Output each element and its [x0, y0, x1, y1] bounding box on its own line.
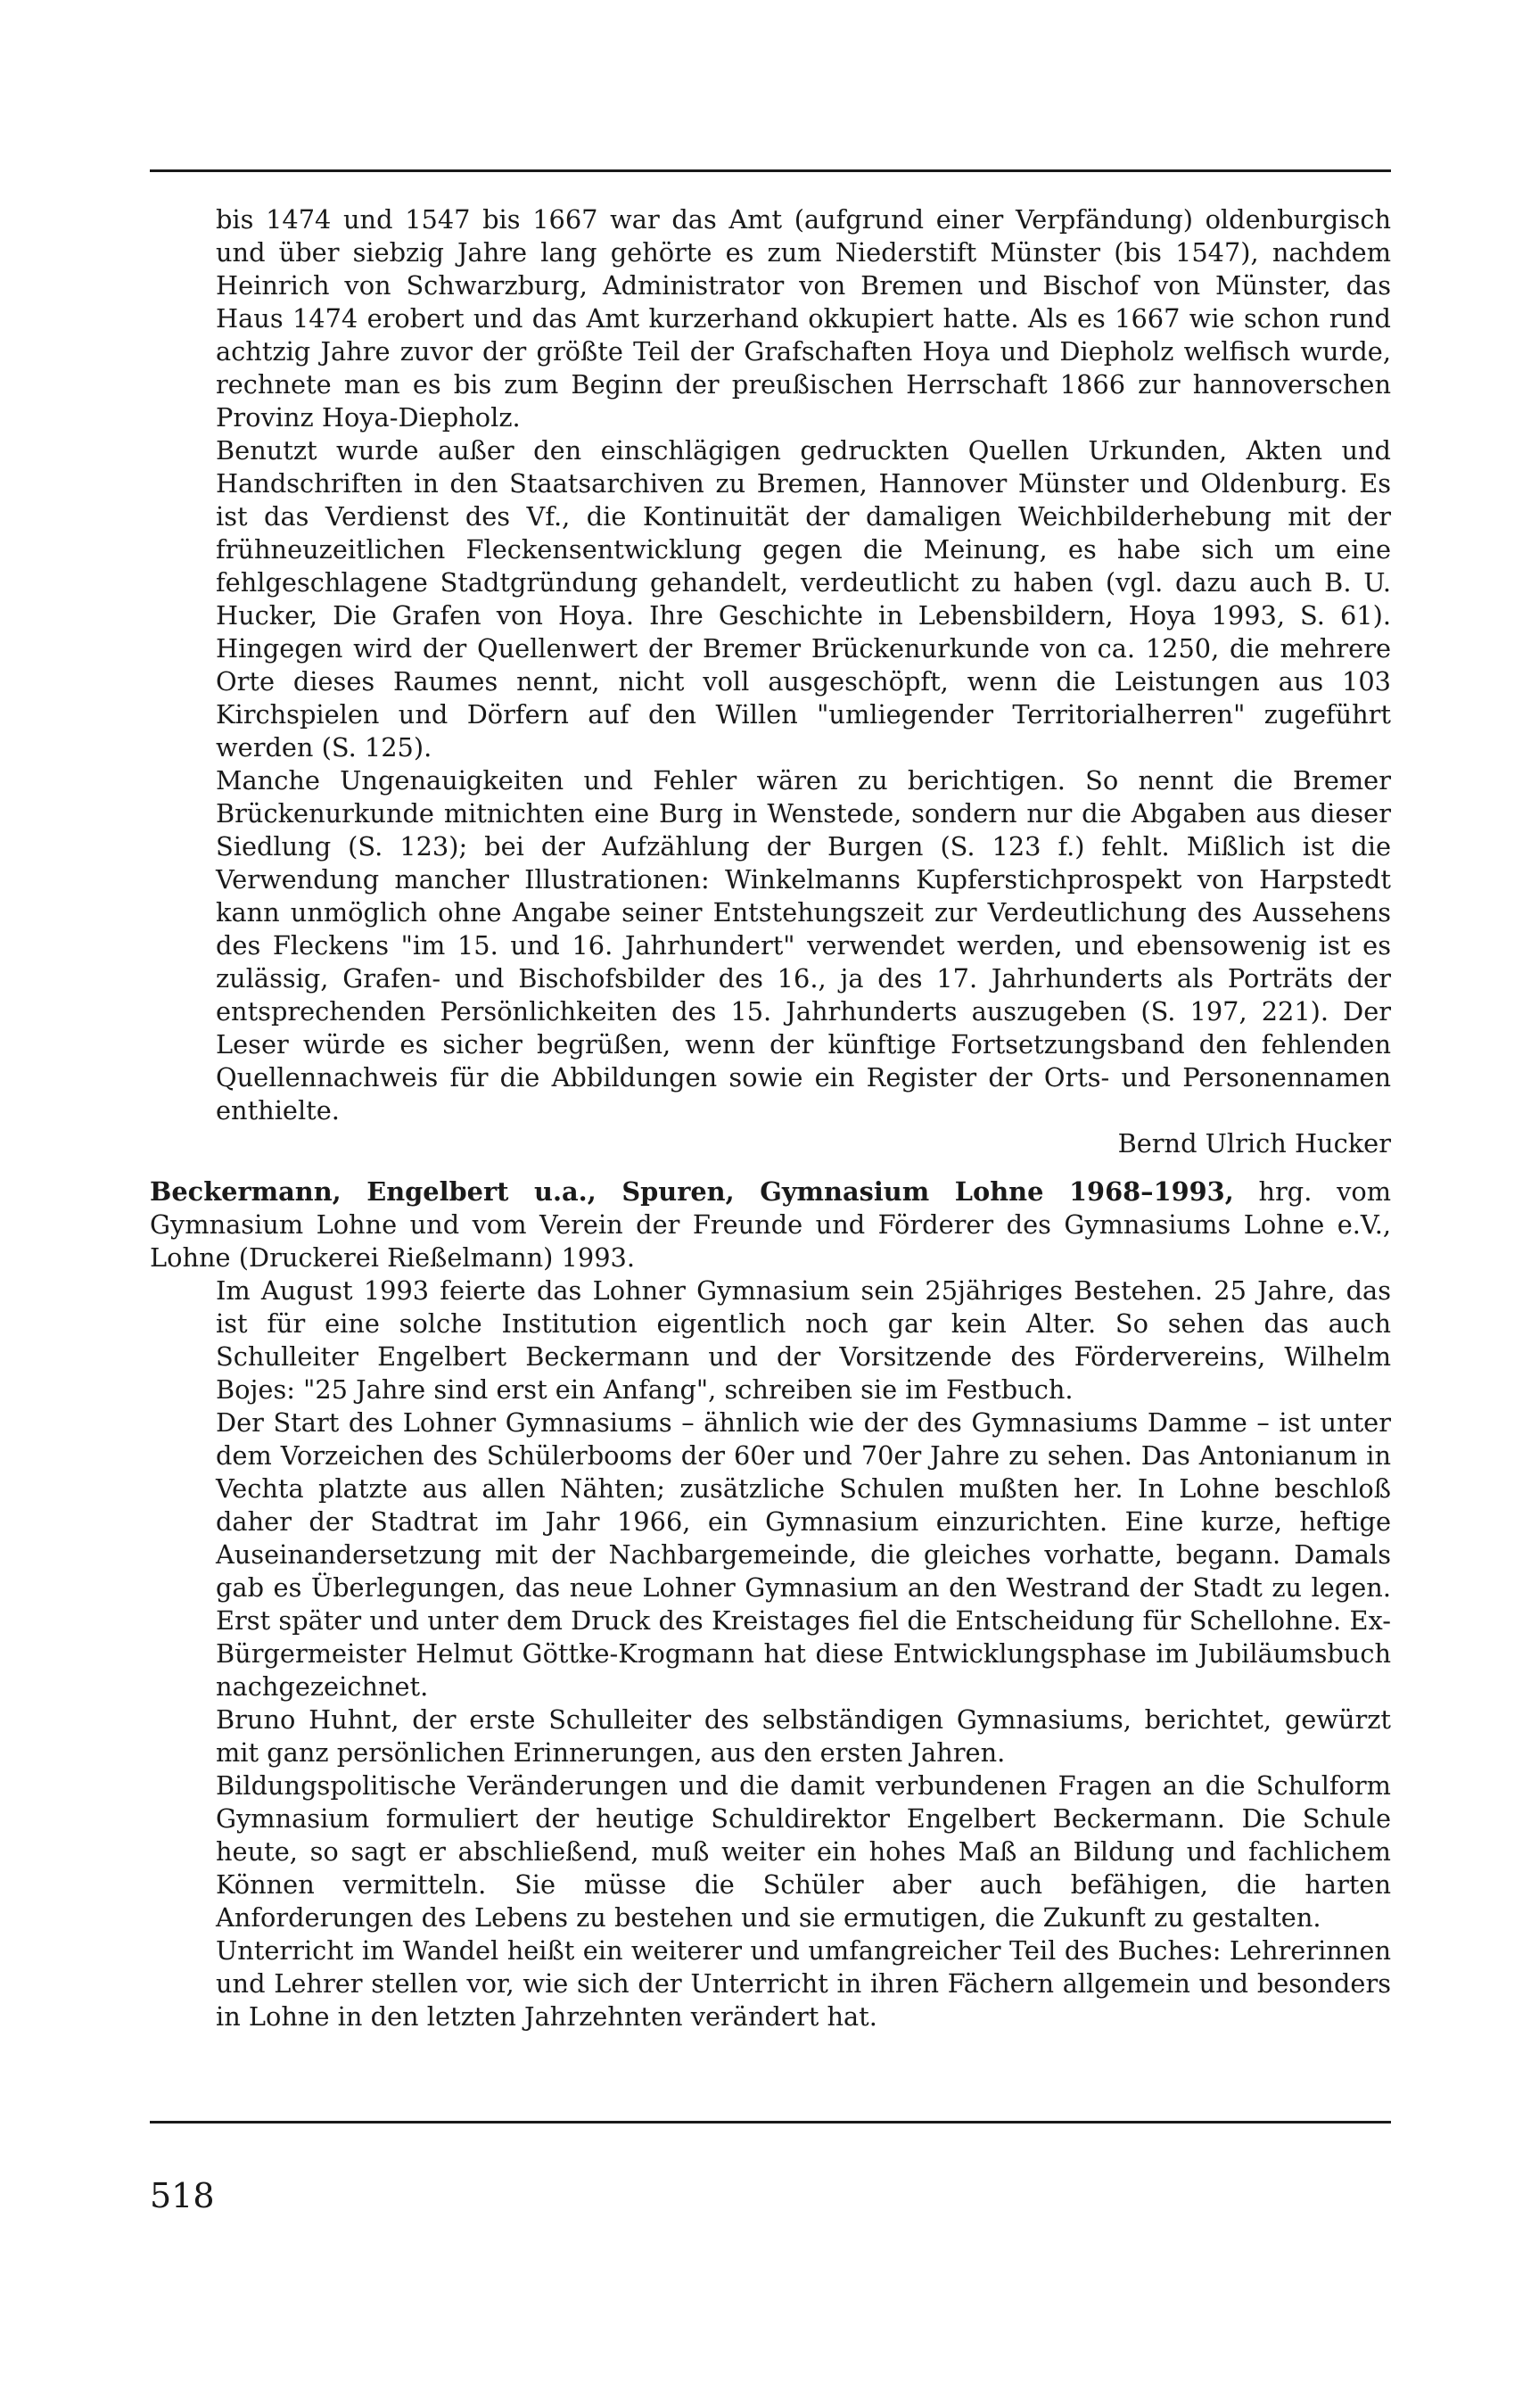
review-paragraph: Benutzt wurde außer den einschlägigen gedruckten Quellen Urkunden, Akten und Handschriften in den Staatsarchiven zu Bremen, Hannover Münster und Oldenburg. Es ist das Verdienst des Vf., die Kontinuität der damaligen Weichbilderhebung mit der frühneuzeitlichen Fleckensentwicklung gegen die Meinung, es habe sich um eine fehlgeschlagene Stadtgründung gehandelt, verdeutlicht zu haben (vgl. dazu auch B. U. Hucker, Die Grafen von Hoya. Ihre Geschichte in Lebensbildern, Hoya 1993, S. 61). Hingegen wird der Quellenwert der Bremer Brückenurkunde von ca. 1250, die mehrere Orte dieses Raumes nennt, nicht voll ausgeschöpft, wenn die Leistungen aus 103 Kirchspielen und Dörfern auf den Willen "umliegender Territorialherren" zugeführt werden (S. 125).	[216, 435, 1391, 763]
review-paragraph: Manche Ungenauigkeiten und Fehler wären zu berichtigen. So nennt die Bremer Brückenurkunde mitnichten eine Burg in Wenstede, sondern nur die Abgaben aus dieser Siedlung (S. 123); bei der Aufzählung der Burgen (S. 123 f.) fehlt. Mißlich ist die Verwendung mancher Illustrationen: Winkelmanns Kupferstichprospekt von Harpstedt kann unmöglich ohne Angabe seiner Entstehungszeit zur Verdeutlichung des Aussehens des Fleckens "im 15. und 16. Jahrhundert" verwendet werden, und ebensowenig ist es zulässig, Grafen- und Bischofsbilder des 16., ja des 17. Jahrhunderts als Porträts der entsprechenden Persönlichkeiten des 15. Jahrhunderts auszugeben (S. 197, 221). Der Leser würde es sicher begrüßen, wenn der künftige Fortsetzungsband den fehlenden Quellennachweis für die Abbildungen sowie ein Register der Orts- und Personennamen enthielte.	[216, 765, 1391, 1126]
page-number: 518	[150, 2176, 215, 2215]
review-paragraph: Der Start des Lohner Gymnasiums – ähnlich wie der des Gymnasiums Damme – ist unter dem Vorzeichen des Schülerbooms der 60er und 70er Jahre zu sehen. Das Antonianum in Vechta platzte aus allen Nähten; zusätzliche Schulen mußten her. In Lohne beschloß daher der Stadtrat im Jahr 1966, ein Gymnasium einzurichten. Eine kurze, heftige Auseinandersetzung mit der Nachbargemeinde, die gleiches vorhatte, begann. Damals gab es Überlegungen, das neue Lohner Gymnasium an den Westrand der Stadt zu legen. Erst später und unter dem Druck des Kreistages fiel die Entscheidung für Schellohne. Ex-Bürgermeister Helmut Göttke-Krogmann hat diese Entwicklungsphase im Jubiläumsbuch nachgezeichnet.	[216, 1407, 1391, 1702]
review-paragraph: Im August 1993 feierte das Lohner Gymnasium sein 25jähriges Bestehen. 25 Jahre, das ist für eine solche Institution eigentlich noch gar kein Alter. So sehen das auch Schulleiter Engelbert Beckermann und der Vorsitzende des Fördervereins, Wilhelm Bojes: "25 Jahre sind erst ein Anfang", schreiben sie im Festbuch.	[216, 1275, 1391, 1405]
entry-title: Beckermann, Engelbert u.a., Spuren, Gymnasium Lohne 1968–1993,	[150, 1176, 1234, 1207]
review-continued	[150, 203, 1391, 1160]
bottom-rule	[150, 2121, 1391, 2123]
entry-publication: hrg. vom Gymnasium Lohne und vom Verein der Freunde und Förderer des Gymnasiums Lohne e.V., Lohne (Druckerei Rießelmann) 1993.	[150, 1176, 1391, 1273]
review-paragraph: Bruno Huhnt, der erste Schulleiter des selbständigen Gymnasiums, berichtet, gewürzt mit ganz persönlichen Erinnerungen, aus den ersten Jahren.	[216, 1704, 1391, 1768]
reviewer-signature: Bernd Ulrich Hucker	[1117, 1128, 1391, 1159]
review-beckermann	[150, 1175, 1391, 2033]
top-rule	[150, 169, 1391, 172]
bibliographic-entry	[150, 1175, 1391, 1274]
review-paragraph: Bildungspolitische Veränderungen und die damit verbundenen Fragen an die Schulform Gymnasium formuliert der heutige Schuldirektor Engelbert Beckermann. Die Schule heute, so sagt er abschließend, muß weiter ein hohes Maß an Bildung und fachlichem Können vermitteln. Sie müsse die Schüler aber auch befähigen, die harten Anforderungen des Lebens zu bestehen und sie ermutigen, die Zukunft zu gestalten.	[216, 1770, 1391, 1933]
review-paragraph: Unterricht im Wandel heißt ein weiterer und umfangreicher Teil des Buches: Lehrerinnen und Lehrer stellen vor, wie sich der Unterricht in ihren Fächern allgemein und besonders in Lohne in den letzten Jahrzehnten verändert hat.	[216, 1935, 1391, 2032]
review-paragraph: bis 1474 und 1547 bis 1667 war das Amt (aufgrund einer Verpfändung) oldenburgisch und über siebzig Jahre lang gehörte es zum Niederstift Münster (bis 1547), nachdem Heinrich von Schwarzburg, Administrator von Bremen und Bischof von Münster, das Haus 1474 erobert und das Amt kurzerhand okkupiert hatte. Als es 1667 wie schon rund achtzig Jahre zuvor der größte Teil der Grafschaften Hoya und Diepholz welfisch wurde, rechnete man es bis zum Beginn der preußischen Herrschaft 1866 zur hannoverschen Provinz Hoya-Diepholz.	[216, 204, 1391, 433]
